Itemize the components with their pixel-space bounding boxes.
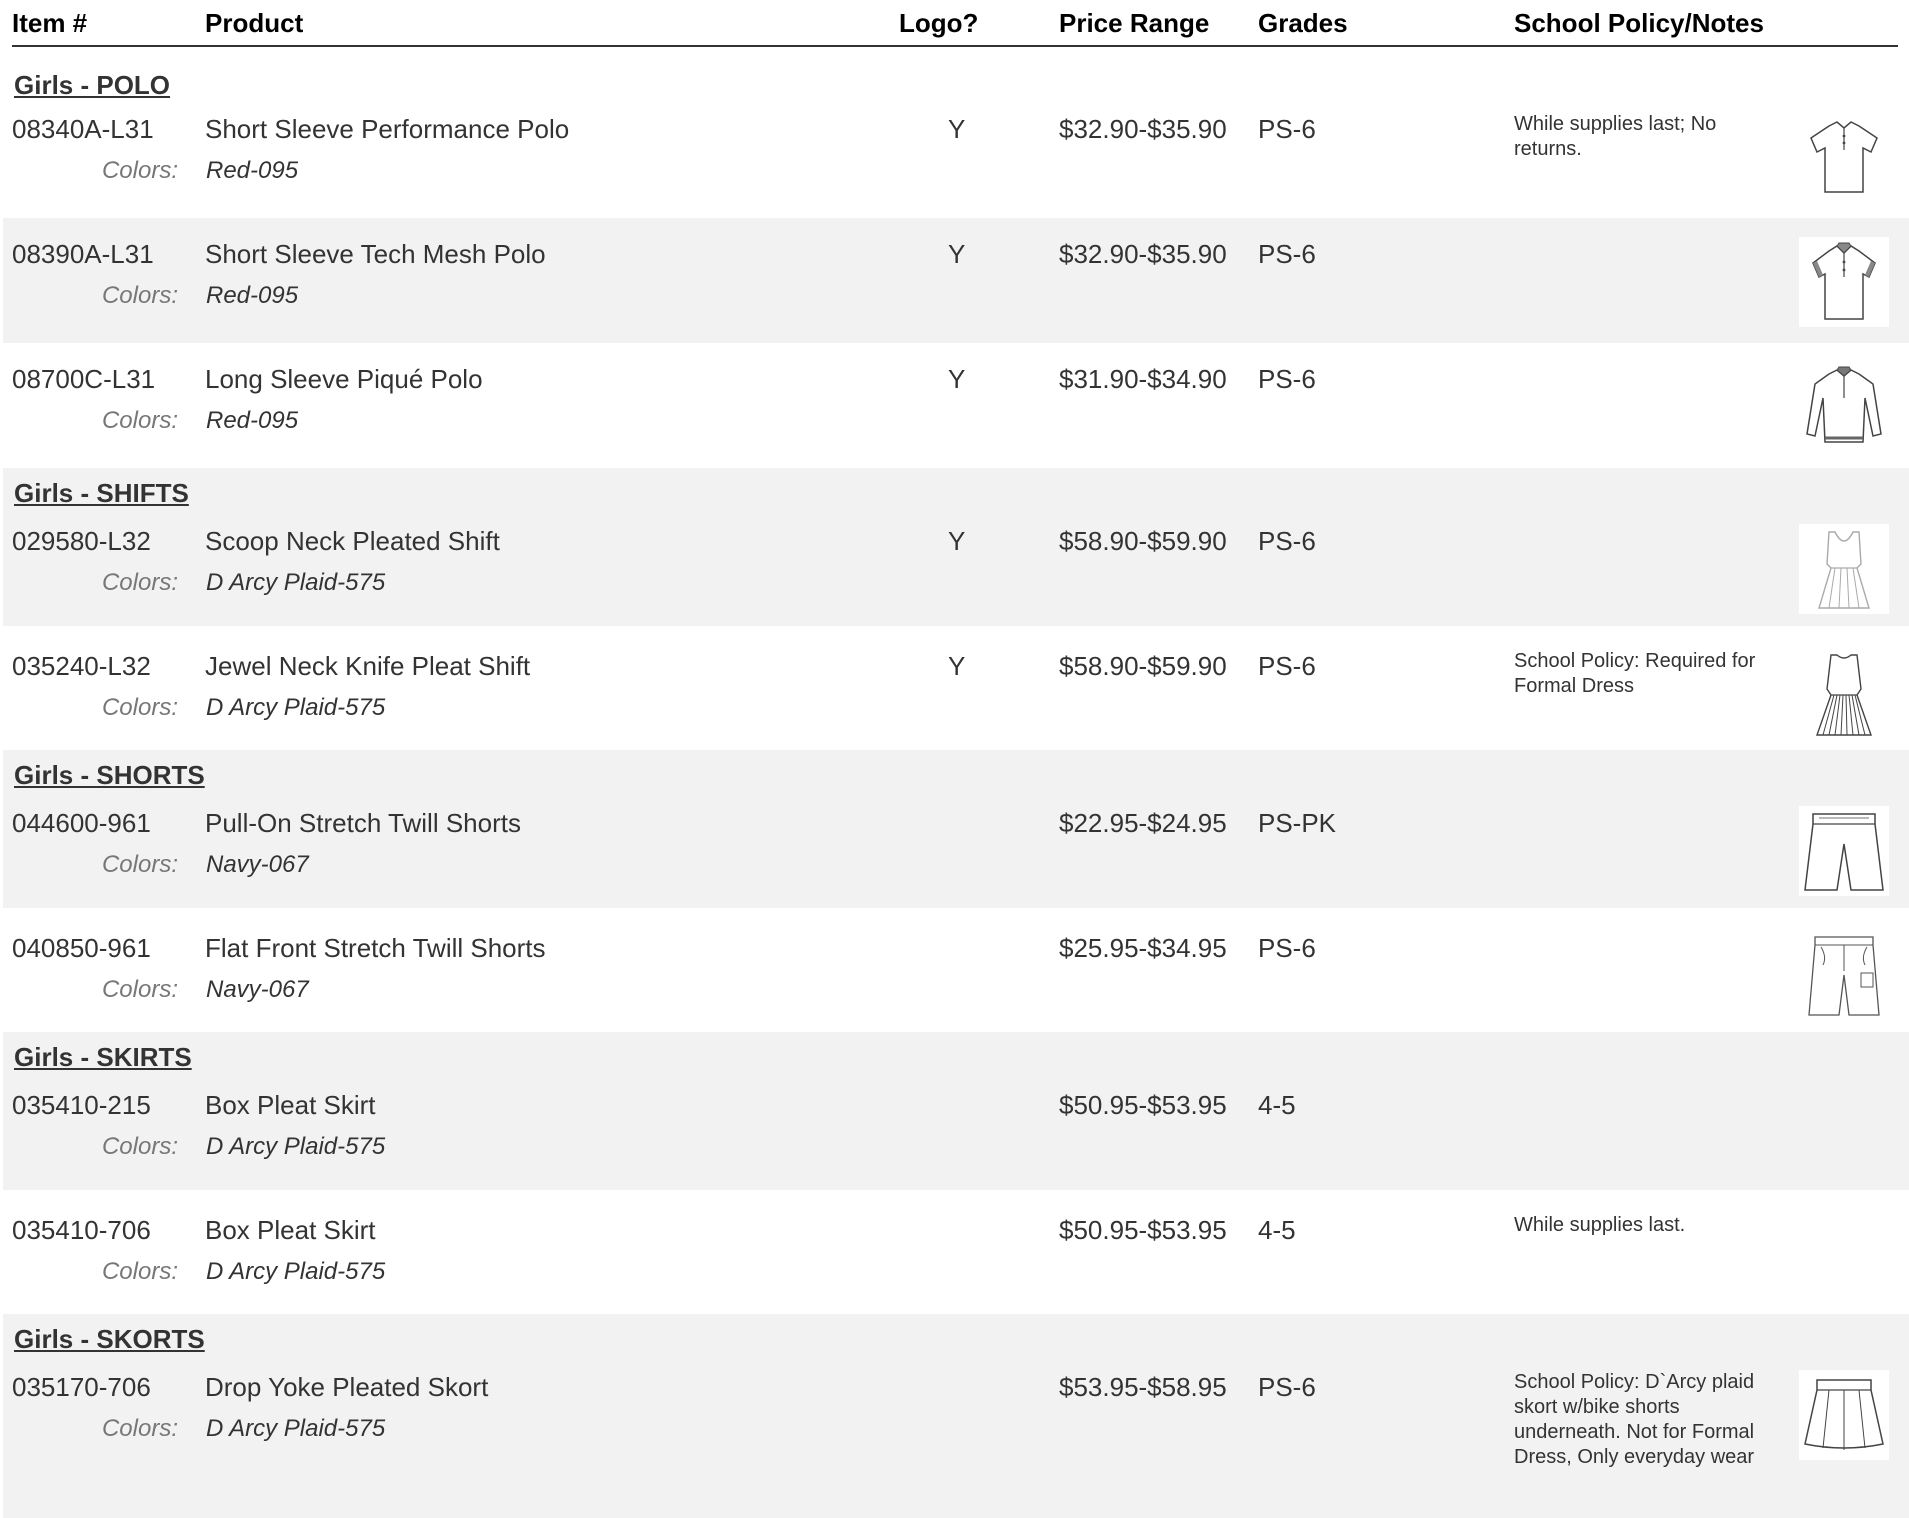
grades: PS-6 — [1258, 114, 1316, 144]
colors-value: Red-095 — [206, 157, 299, 184]
header-school-policy-notes: School Policy/Notes — [1514, 8, 1764, 38]
item-number: 040850-961 — [12, 933, 151, 963]
logo-flag: Y — [948, 114, 966, 144]
logo-flag: Y — [948, 651, 966, 681]
section-title: Girls - SKIRTS — [14, 1042, 192, 1072]
item-number: 08700C-L31 — [12, 364, 156, 394]
long-sleeve-polo-icon — [1799, 362, 1889, 452]
product-name: Long Sleeve Piqué Polo — [205, 364, 483, 394]
price-range: $58.90-$59.90 — [1059, 651, 1227, 681]
logo-flag: Y — [948, 526, 966, 556]
product-name: Flat Front Stretch Twill Shorts — [205, 933, 546, 963]
colors-value: D Arcy Plaid-575 — [206, 1133, 386, 1160]
colors-value: Red-095 — [206, 407, 299, 434]
colors-label: Colors: — [101, 694, 178, 721]
price-range: $31.90-$34.90 — [1059, 364, 1227, 394]
grades: 4-5 — [1258, 1215, 1296, 1245]
item-number: 044600-961 — [12, 808, 151, 838]
school-policy-note: While supplies last. — [1514, 1214, 1686, 1236]
item-number: 035240-L32 — [12, 651, 151, 681]
header-item-number: Item # — [12, 8, 88, 38]
colors-value: D Arcy Plaid-575 — [206, 1258, 386, 1285]
grades: PS-6 — [1258, 651, 1316, 681]
grades: PS-PK — [1258, 808, 1337, 838]
colors-label: Colors: — [101, 1258, 178, 1285]
scoop-neck-shift-icon — [1799, 524, 1889, 614]
mesh-polo-shirt-icon — [1799, 237, 1889, 327]
header-logo: Logo? — [899, 8, 979, 38]
price-range: $25.95-$34.95 — [1059, 933, 1227, 963]
row-band — [3, 218, 1909, 343]
price-range: $22.95-$24.95 — [1059, 808, 1227, 838]
product-name: Drop Yoke Pleated Skort — [205, 1372, 489, 1402]
colors-value: D Arcy Plaid-575 — [206, 694, 386, 721]
product-name: Jewel Neck Knife Pleat Shift — [205, 651, 531, 681]
price-range: $58.90-$59.90 — [1059, 526, 1227, 556]
colors-value: D Arcy Plaid-575 — [206, 1415, 386, 1442]
section-title: Girls - SHORTS — [14, 760, 205, 790]
header-price-range: Price Range — [1059, 8, 1210, 38]
colors-label: Colors: — [101, 976, 178, 1003]
product-name: Scoop Neck Pleated Shift — [205, 526, 500, 556]
item-number: 029580-L32 — [12, 526, 151, 556]
item-number: 08390A-L31 — [12, 239, 154, 269]
pull-on-shorts-icon — [1799, 806, 1889, 896]
item-number: 035410-706 — [12, 1215, 151, 1245]
grades: PS-6 — [1258, 1372, 1316, 1402]
grades: PS-6 — [1258, 239, 1316, 269]
grades: PS-6 — [1258, 526, 1316, 556]
colors-label: Colors: — [101, 1133, 178, 1160]
section-title: Girls - SKORTS — [14, 1324, 205, 1354]
item-number: 035170-706 — [12, 1372, 151, 1402]
school-policy-note: School Policy: Required for Formal Dress — [1514, 650, 1756, 697]
logo-flag: Y — [948, 364, 966, 394]
colors-value: Red-095 — [206, 282, 299, 309]
product-name: Pull-On Stretch Twill Shorts — [205, 808, 521, 838]
price-range: $32.90-$35.90 — [1059, 239, 1227, 269]
product-name: Short Sleeve Tech Mesh Polo — [205, 239, 546, 269]
colors-value: D Arcy Plaid-575 — [206, 569, 386, 596]
grades: PS-6 — [1258, 364, 1316, 394]
section-title: Girls - SHIFTS — [14, 478, 189, 508]
price-range: $32.90-$35.90 — [1059, 114, 1227, 144]
colors-label: Colors: — [101, 851, 178, 878]
colors-label: Colors: — [101, 157, 178, 184]
header-product: Product — [205, 8, 304, 38]
jewel-neck-shift-icon — [1799, 649, 1889, 739]
header-grades: Grades — [1258, 8, 1348, 38]
colors-value: Navy-067 — [206, 851, 309, 878]
section-title: Girls - POLO — [14, 70, 171, 100]
product-name: Box Pleat Skirt — [205, 1215, 376, 1245]
product-name: Short Sleeve Performance Polo — [205, 114, 570, 144]
colors-label: Colors: — [101, 407, 178, 434]
colors-value: Navy-067 — [206, 976, 309, 1003]
colors-label: Colors: — [101, 1415, 178, 1442]
colors-label: Colors: — [101, 282, 178, 309]
school-policy-note: School Policy: D`Arcy plaid skort w/bike shorts underneath. Not for Formal Dress, Only everyday wear — [1514, 1371, 1755, 1468]
price-range: $50.95-$53.95 — [1059, 1215, 1227, 1245]
colors-label: Colors: — [101, 569, 178, 596]
polo-shirt-icon — [1799, 112, 1889, 202]
item-number: 035410-215 — [12, 1090, 151, 1120]
product-name: Box Pleat Skirt — [205, 1090, 376, 1120]
grades: PS-6 — [1258, 933, 1316, 963]
pleated-skort-icon — [1799, 1370, 1889, 1460]
logo-flag: Y — [948, 239, 966, 269]
flat-front-shorts-icon — [1799, 931, 1889, 1021]
price-range: $50.95-$53.95 — [1059, 1090, 1227, 1120]
price-range: $53.95-$58.95 — [1059, 1372, 1227, 1402]
item-number: 08340A-L31 — [12, 114, 154, 144]
grades: 4-5 — [1258, 1090, 1296, 1120]
school-policy-note: While supplies last; No returns. — [1514, 113, 1717, 160]
